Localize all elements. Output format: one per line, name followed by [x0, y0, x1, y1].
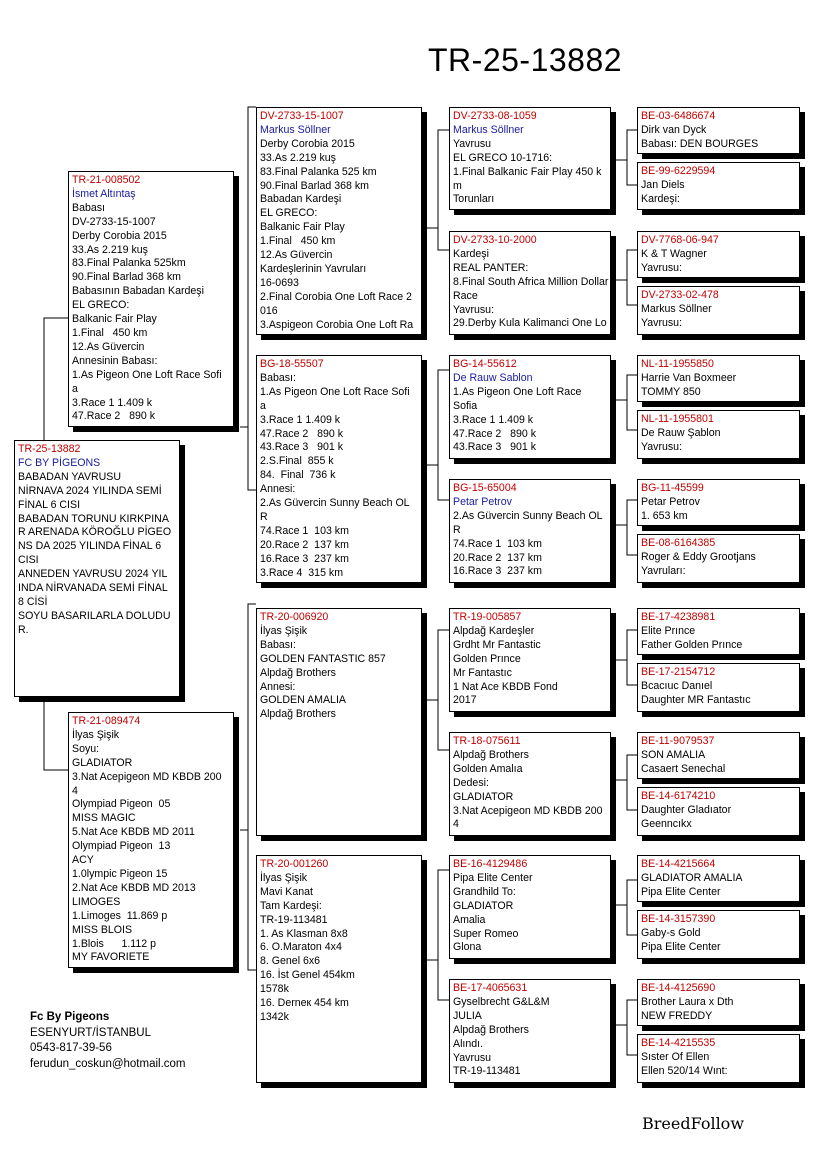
pedigree-box-gen4-8 — [637, 534, 800, 583]
pedigree-line: NİRNAVA 2024 YILINDA SEMİ — [18, 484, 162, 497]
pedigree-line: 8. Genel 6x6 — [260, 955, 321, 968]
pedigree-line: Kardeşi: — [641, 192, 680, 205]
ring-number: BE-99-6229594 — [641, 165, 716, 177]
pedigree-line: GOLDEN AMALIA — [260, 694, 346, 707]
pedigree-box-gen4-1 — [637, 107, 800, 154]
pedigree-line: Babası: — [260, 371, 296, 384]
pedigree-line: TR-19-113481 — [260, 913, 328, 926]
breeder-email: ferudun_coskun@hotmail.com — [30, 1057, 186, 1070]
pedigree-line: MISS BLOIS — [72, 923, 133, 936]
pedigree-line: GOLDEN FANTASTIC 857 — [260, 652, 386, 665]
pedigree-line: 2.As Güvercin Sunny Beach OL — [260, 497, 410, 510]
pedigree-line: Olympiad Pigeon 13 — [72, 840, 171, 853]
pedigree-line: Yavrusu: — [641, 261, 683, 274]
pedigree-line: Pipa Elite Center — [641, 885, 721, 898]
pedigree-line: 1.Limoges 11.869 p — [72, 909, 168, 922]
ring-number: TR-21-089474 — [72, 715, 141, 727]
pedigree-box-dam — [68, 712, 234, 968]
pedigree-line: CISI — [18, 554, 39, 567]
ring-number: BE-14-3157390 — [641, 913, 716, 925]
pedigree-line: İlyas Şişik — [72, 728, 120, 741]
pedigree-line: 16. Derneк 454 km — [260, 997, 349, 1010]
pedigree-line: Golden Amalıa — [453, 762, 523, 775]
pedigree-line: 16. İst Genel 454km — [260, 969, 355, 982]
pedigree-line: 16-0693 — [260, 276, 299, 289]
pedigree-line: GLADIATOR — [453, 790, 514, 803]
pedigree-box-gen4-6 — [637, 410, 800, 459]
pedigree-line: 4 — [453, 818, 459, 831]
pedigree-line: 43.Race 3 901 k — [453, 441, 537, 454]
pedigree-box-sire-dam — [256, 355, 422, 583]
pedigree-box-gen3-8 — [449, 979, 611, 1083]
brand-logo-text: BreedFollow — [642, 1114, 745, 1133]
owner-name: Markus Söllner — [453, 123, 524, 136]
pedigree-box-gen4-5 — [637, 355, 800, 402]
pedigree-line: 2.Nat Ace KBDB MD 2013 — [72, 881, 196, 894]
pedigree-line: 2.S.Final 855 k — [260, 455, 334, 468]
pedigree-line: Babası: DEN BOURGES — [641, 137, 759, 150]
pedigree-line: Alpdağ Brothers — [453, 748, 529, 761]
pedigree-line: İlyas Şişik — [260, 871, 308, 884]
pedigree-line: 1.0lympic Pigeon 15 — [72, 867, 168, 880]
breeder-city: ESENYURT/İSTANBUL — [30, 1026, 151, 1039]
pedigree-line: R — [260, 510, 268, 523]
pedigree-line: 12.As Güvercin — [260, 249, 333, 262]
pedigree-line: Sıster Of Ellen — [641, 1050, 710, 1063]
pedigree-box-dam-dam — [256, 855, 422, 1083]
ring-number: DV-2733-02-478 — [641, 289, 719, 301]
ring-number: DV-2733-15-1007 — [260, 110, 344, 122]
pedigree-line: 3.Race 4 315 km — [260, 566, 344, 579]
ring-number: DV-7768-06-947 — [641, 234, 719, 246]
pedigree-box-gen4-4 — [637, 286, 800, 335]
owner-name: Petar Petrov — [453, 495, 512, 508]
pedigree-line: Elite Prınce — [641, 624, 696, 637]
pedigree-line: a — [260, 399, 266, 412]
pedigree-line: Babasının Babadan Kardeşi — [72, 285, 204, 298]
ring-number: BE-08-6164385 — [641, 537, 716, 549]
pedigree-line: Brother Laura x Dth — [641, 995, 734, 1008]
pedigree-line: 20.Race 2 137 km — [453, 551, 542, 564]
pedigree-line: Derby Corobia 2015 — [260, 137, 355, 150]
pedigree-line: Daughter Gladıator — [641, 803, 732, 816]
pedigree-line: K & T Wagner — [641, 247, 707, 260]
pedigree-line: 2.Final Corobia One Loft Race 2 — [260, 290, 412, 303]
pedigree-line: Daughter MR Fantastıc — [641, 693, 751, 706]
pedigree-line: Tam Kardeşi: — [260, 899, 322, 912]
pedigree-box-gen3-5 — [449, 608, 611, 712]
pedigree-line: Casaert Senechal — [641, 762, 726, 775]
pedigree-line: 5.Nat Ace KBDB MD 2011 — [72, 826, 195, 839]
pedigree-line: Babadan Kardeşi — [260, 193, 342, 206]
pedigree-line: 8.Final South Africa Million Dollar — [453, 275, 609, 288]
pedigree-box-gen4-12 — [637, 787, 800, 836]
pedigree-line: 74.Race 1 103 km — [260, 524, 349, 537]
pedigree-box-gen4-2 — [637, 162, 800, 210]
owner-name: De Rauw Sablon — [453, 371, 533, 384]
pedigree-box-gen4-14 — [637, 910, 800, 959]
pedigree-line: Golden Prınce — [453, 652, 521, 665]
ring-number: TR-20-006920 — [260, 611, 329, 623]
ring-number: BE-11-9079537 — [641, 735, 715, 747]
ring-number: BE-17-4065631 — [453, 982, 528, 994]
pedigree-line: R. — [18, 623, 29, 636]
pedigree-line: 8 CİSİ — [18, 595, 48, 608]
pedigree-line: Yavrusu: — [641, 440, 683, 453]
pedigree-line: TOMMY 850 — [641, 385, 701, 398]
pedigree-line: 1.Blois 1.112 p — [72, 937, 157, 950]
pedigree-box-subject — [14, 440, 180, 697]
ring-number: DV-2733-08-1059 — [453, 110, 537, 122]
pedigree-line: Olympiad Pigeon 05 — [72, 798, 171, 811]
pedigree-line: a — [72, 382, 78, 395]
pedigree-line: 1. 653 km — [641, 509, 688, 522]
owner-name: Markus Söllner — [260, 123, 331, 136]
pedigree-line: DV-2733-15-1007 — [72, 215, 156, 228]
pedigree-line: 1.As Pigeon One Loft Race Sofi — [72, 368, 222, 381]
pedigree-line: Ellen 520/14 Wınt: — [641, 1064, 728, 1077]
pedigree-line: MISS MAGIC — [72, 812, 136, 825]
pedigree-line: Bcacıuc Danıel — [641, 679, 713, 692]
pedigree-line: 2.As Güvercin Sunny Beach OL — [453, 509, 603, 522]
pedigree-line: 33.As 2.219 kuş — [72, 243, 148, 256]
pedigree-line: ACY — [72, 854, 94, 867]
ring-number: BE-14-4215664 — [641, 858, 716, 870]
pedigree-line: 33.As 2.219 kuş — [260, 151, 336, 164]
pedigree-line: 3.Nat Acepigeon MD KBDB 200 — [453, 804, 603, 817]
pedigree-box-gen4-16 — [637, 1034, 800, 1083]
pedigree-line: Alpdağ Brothers — [260, 708, 336, 721]
pedigree-line: Geenncıkx — [641, 817, 692, 830]
pedigree-line: Grdht Mr Fantastic — [453, 638, 541, 651]
ring-number: BE-17-2154712 — [641, 666, 716, 678]
pedigree-line: 29.Derby Kula Kalimanci One Lo — [453, 317, 607, 330]
pedigree-box-gen3-3 — [449, 355, 611, 459]
pedigree-line: 90.Final Barlad 368 km — [72, 271, 181, 284]
pedigree-line: Annesi: — [260, 483, 296, 496]
ring-number: BG-11-45599 — [641, 482, 704, 494]
pedigree-line: Alpdağ Brothers — [453, 1023, 529, 1036]
pedigree-line: Babası — [72, 201, 105, 214]
pedigree-line: 2017 — [453, 694, 477, 707]
pedigree-line: Glona — [453, 941, 482, 954]
pedigree-line: Sofia — [453, 399, 478, 412]
pedigree-line: Yavrusu: — [453, 303, 495, 316]
pedigree-line: GLADIATOR — [72, 756, 133, 769]
pedigree-line: 90.Final Barlad 368 km — [260, 179, 369, 192]
pedigree-line: 3.Race 1 1.409 k — [260, 413, 341, 426]
pedigree-line: R ARENADA KÖROĞLU PİGEO — [18, 526, 172, 539]
pedigree-line: İlyas Şişik — [260, 624, 308, 637]
pedigree-line: 1.As Pigeon One Loft Race — [453, 385, 582, 398]
pedigree-line: Jan Diels — [641, 178, 685, 191]
pedigree-line: Torunları — [453, 193, 495, 206]
pedigree-box-gen4-10 — [637, 663, 800, 712]
pedigree-line: GLADIATOR — [453, 899, 514, 912]
pedigree-line: 1.Final Balkanic Fair Play 450 k — [453, 165, 602, 178]
ring-number: BE-17-4238981 — [641, 611, 716, 623]
pedigree-line: Harrie Van Boxmeer — [641, 371, 737, 384]
pedigree-line: EL GRECO 10-1716: — [453, 151, 553, 164]
pedigree-line: Mavi Kanat — [260, 885, 313, 898]
pedigree-box-gen4-11 — [637, 732, 800, 779]
pedigree-line: Gyselbrecht G&L&M — [453, 995, 550, 1008]
pedigree-box-gen4-15 — [637, 979, 800, 1026]
pedigree-line: Yavrusu — [453, 137, 492, 150]
pedigree-line: 16.Race 3 237 km — [453, 565, 542, 578]
pedigree-line: De Rauw Şablon — [641, 426, 721, 439]
pedigree-line: 1.Final 450 km — [72, 326, 148, 339]
pedigree-line: 3.Aspigeon Corobia One Loft Ra — [260, 318, 414, 331]
ring-number: BE-14-6174210 — [641, 790, 716, 802]
pedigree-line: Markus Söllner — [641, 302, 712, 315]
pedigree-line: Yavrusu: — [641, 316, 683, 329]
pedigree-line: FİNAL 6 CISI — [18, 498, 81, 511]
pedigree-line: Alındı. — [453, 1037, 484, 1050]
pedigree-line: ANNEDEN YAVRUSU 2024 YIL — [18, 568, 168, 581]
pedigree-line: Dirk van Dyck — [641, 123, 707, 136]
ring-number: BG-14-55612 — [453, 358, 517, 370]
pedigree-line: Balkanic Fair Play — [260, 221, 345, 234]
pedigree-line: Pipa Elite Center — [641, 940, 721, 953]
pedigree-line: Soyu: — [72, 742, 100, 755]
pedigree-box-gen4-9 — [637, 608, 800, 655]
pedigree-line: R — [453, 523, 461, 536]
pedigree-line: Race — [453, 289, 478, 302]
pedigree-line: 1 Nat Ace KBDB Fond — [453, 680, 558, 693]
pedigree-line: BABADAN TORUNU KIRKPINA — [18, 512, 169, 525]
pedigree-line: 1578k — [260, 983, 289, 996]
pedigree-line: SOYU BASARILARLA DOLUDU — [18, 609, 171, 622]
pedigree-box-sire-sire — [256, 107, 422, 335]
ring-number: TR-21-008502 — [72, 174, 141, 186]
ring-number: BE-16-4129486 — [453, 858, 528, 870]
pedigree-box-gen4-13 — [637, 855, 800, 902]
breeder-contact — [30, 1010, 186, 1072]
pedigree-line: 4 — [72, 784, 78, 797]
ring-number: BG-18-55507 — [260, 358, 324, 370]
pedigree-line: Amalia — [453, 913, 486, 926]
breeder-name: Fc By Pigeons — [30, 1011, 110, 1023]
pedigree-line: 12.As Güvercin — [72, 340, 145, 353]
pedigree-line: 83.Final Palanka 525 km — [260, 165, 377, 178]
pedigree-line: TR-19-113481 — [453, 1065, 521, 1078]
pedigree-line: Balkanic Fair Play — [72, 313, 157, 326]
pedigree-line: Annesi: — [260, 680, 296, 693]
ring-number: BE-14-4125690 — [641, 982, 716, 994]
pedigree-line: 47.Race 2 890 k — [72, 410, 156, 423]
owner-name: FC BY PİGEONS — [18, 456, 101, 469]
pedigree-line: Petar Petrov — [641, 495, 700, 508]
pedigree-line: 84. Final 736 k — [260, 469, 336, 482]
pedigree-line: LIMOGES — [72, 895, 121, 908]
pedigree-line: JULIA — [453, 1009, 482, 1022]
pedigree-line: 3.Race 1 1.409 k — [72, 396, 153, 409]
ring-number: BG-15-65004 — [453, 482, 517, 494]
pedigree-line: 74.Race 1 103 km — [453, 537, 542, 550]
pedigree-line: Mr Fantastıc — [453, 666, 512, 679]
ring-number: BE-03-6486674 — [641, 110, 716, 122]
pedigree-line: Alpdağ Brothers — [260, 666, 336, 679]
pedigree-line: Roger & Eddy Grootjans — [641, 550, 756, 563]
pedigree-line: REAL PANTER: — [453, 261, 529, 274]
owner-name: İsmet Altıntaş — [72, 187, 136, 200]
pedigree-box-sire — [68, 171, 234, 427]
pedigree-line: EL GRECO: — [72, 299, 130, 312]
pedigree-line: SON AMALIA — [641, 748, 706, 761]
ring-number: TR-18-075611 — [453, 735, 521, 747]
ring-number: DV-2733-10-2000 — [453, 234, 537, 246]
pedigree-line: Dedesi: — [453, 776, 489, 789]
pedigree-line: 83.Final Palanka 525km — [72, 257, 186, 270]
pedigree-line: EL GRECO: — [260, 207, 318, 220]
pedigree-line: MY FAVORIETE — [72, 951, 150, 964]
pedigree-line: m — [453, 179, 462, 192]
pedigree-line: 47.Race 2 890 k — [453, 427, 537, 440]
pedigree-line: 20.Race 2 137 km — [260, 538, 349, 551]
ring-number: NL-11-1955801 — [641, 413, 714, 425]
pedigree-box-gen3-1 — [449, 107, 611, 210]
pedigree-line: 47.Race 2 890 k — [260, 427, 344, 440]
pedigree-line: 1. As Klasman 8x8 — [260, 927, 348, 940]
pedigree-line: NS DA 2025 YILINDA FİNAL 6 — [18, 540, 162, 553]
pedigree-line: BABADAN YAVRUSU — [18, 470, 122, 483]
pedigree-title: TR-25-13882 — [428, 42, 623, 78]
pedigree-line: 6. O.Maraton 4x4 — [260, 941, 342, 954]
pedigree-line: 016 — [260, 304, 278, 317]
pedigree-line: Yavrusu — [453, 1051, 492, 1064]
pedigree-line: 3.Nat Acepigeon MD KBDB 200 — [72, 770, 222, 783]
pedigree-line: Gaby-s Gold — [641, 926, 701, 939]
pedigree-line: 3.Race 1 1.409 k — [453, 413, 534, 426]
pedigree-line: 1342k — [260, 1010, 289, 1023]
ring-number: TR-20-001260 — [260, 858, 329, 870]
pedigree-box-gen3-7 — [449, 855, 611, 959]
pedigree-line: Pipa Elite Center — [453, 871, 533, 884]
pedigree-box-gen3-4 — [449, 479, 611, 583]
pedigree-line: Father Golden Prınce — [641, 638, 743, 651]
pedigree-line: Annesinin Babası: — [72, 354, 158, 367]
pedigree-box-gen3-2 — [449, 231, 611, 335]
ring-number: TR-25-13882 — [18, 443, 81, 455]
pedigree-line: Kardeşi — [453, 247, 489, 260]
pedigree-line: 1.As Pigeon One Loft Race Sofi — [260, 385, 410, 398]
pedigree-box-gen4-3 — [637, 231, 800, 278]
pedigree-line: 1.Final 450 km — [260, 235, 336, 248]
ring-number: BE-14-4215535 — [641, 1037, 716, 1049]
pedigree-line: GLADIATOR AMALIA — [641, 871, 743, 884]
pedigree-line: INDA NİRVANADA SEMİ FİNAL — [18, 582, 168, 595]
pedigree-line: Super Romeo — [453, 927, 519, 940]
pedigree-line: 16.Race 3 237 km — [260, 552, 349, 565]
breeder-phone: 0543-817-39-56 — [30, 1042, 112, 1054]
ring-number: NL-11-1955850 — [641, 358, 714, 370]
pedigree-line: Derby Corobia 2015 — [72, 229, 167, 242]
pedigree-box-dam-sire — [256, 608, 422, 836]
pedigree-line: 43.Race 3 901 k — [260, 441, 344, 454]
pedigree-line: Kardeşlerinin Yavruları — [260, 262, 367, 275]
pedigree-line: Grandhild To: — [453, 885, 516, 898]
pedigree-line: Babası: — [260, 638, 296, 651]
pedigree-box-gen4-7 — [637, 479, 800, 526]
pedigree-line: Yavruları: — [641, 564, 686, 577]
ring-number: TR-19-005857 — [453, 611, 522, 623]
pedigree-line: NEW FREDDY — [641, 1009, 713, 1022]
pedigree-line: Alpdağ Kardeşler — [453, 624, 535, 637]
pedigree-box-gen3-6 — [449, 732, 611, 836]
